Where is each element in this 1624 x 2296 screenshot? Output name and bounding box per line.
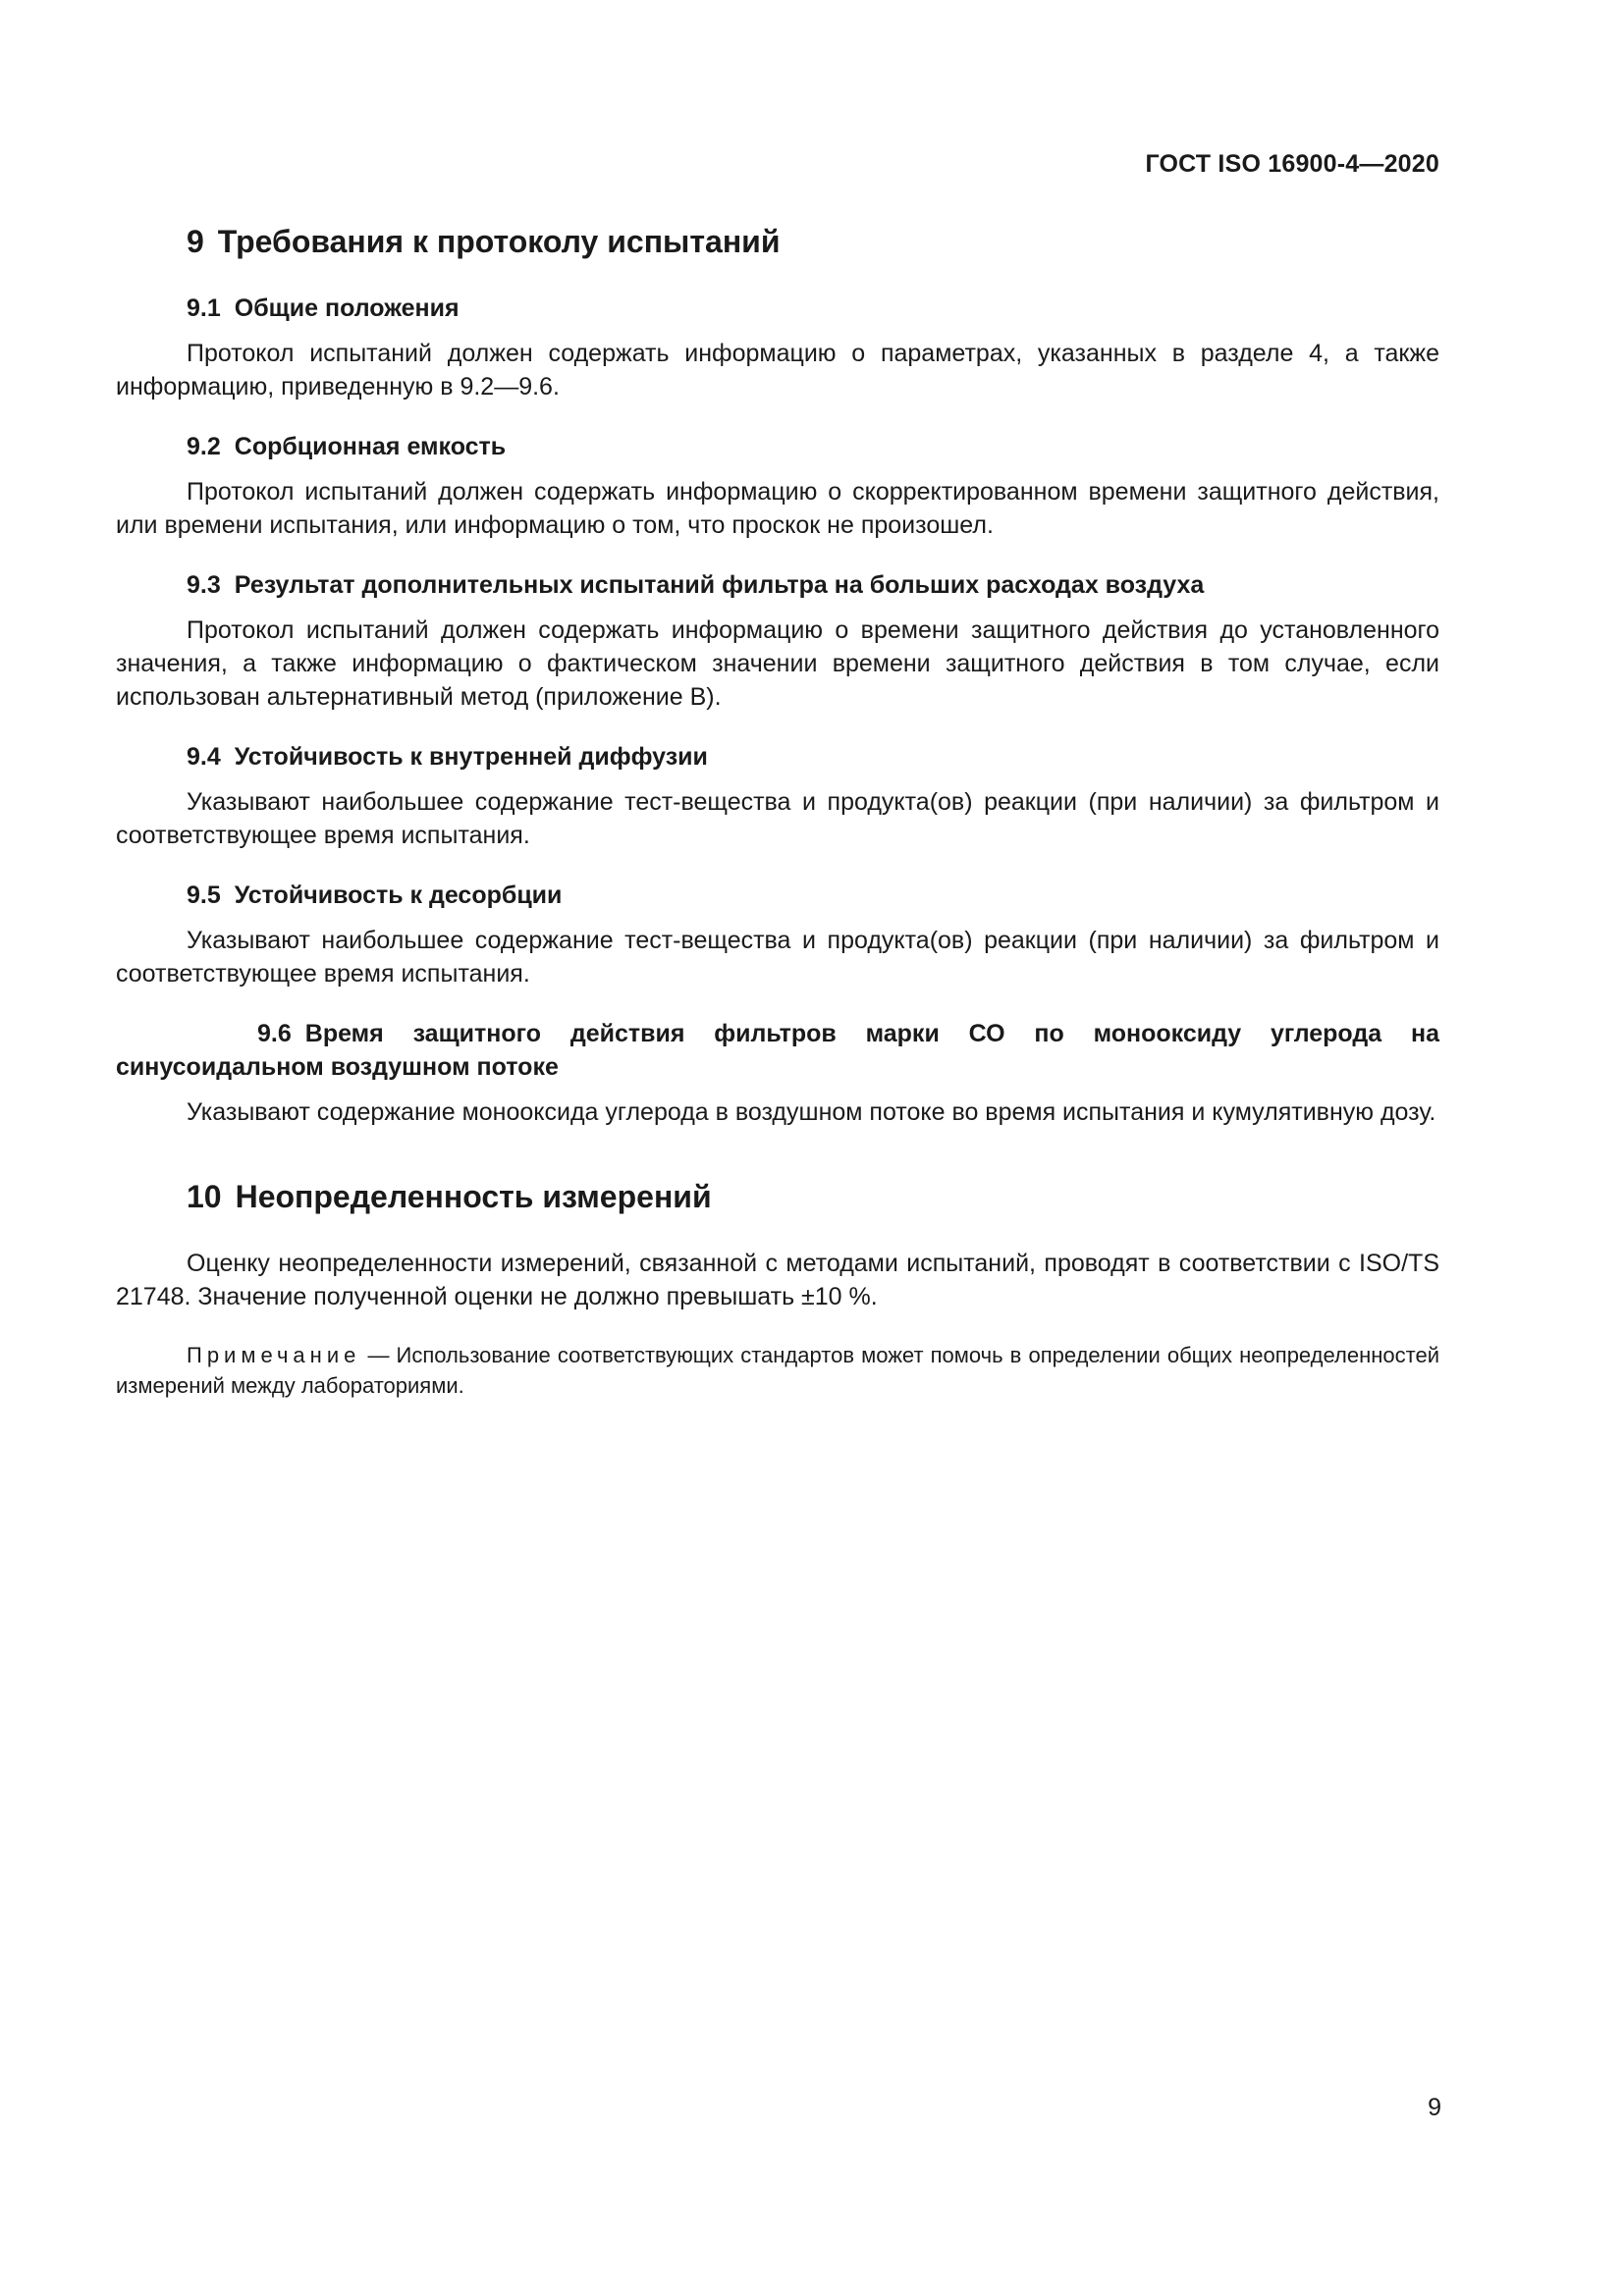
subsection-9-5-title: [187, 879, 1439, 912]
subsection-9-3-text: Протокол испытаний должен содержать информацию о времени защитного действия до установленного значения, а также информацию о фактическом значении времени защитного действия в том случае, если использован альтернативный метод (приложение В).: [116, 616, 1439, 711]
subsection-9-5-title-text: Устойчивость к десорбции: [234, 881, 563, 909]
subsection-9-3-number: 9.3: [187, 571, 221, 599]
subsection-9-6-text: Указывают содержание монооксида углерода в воздушном потоке во время испытания и кумулятивную дозу.: [187, 1098, 1436, 1126]
section-10-title-text: Неопределенность измерений: [235, 1179, 712, 1214]
subsection-9-5-number: 9.5: [187, 881, 221, 909]
subsection-9-2-title: [187, 430, 1439, 463]
page-number: 9: [1428, 2094, 1441, 2121]
subsection-9-3-title: [187, 568, 1439, 602]
subsection-9-2-text: Протокол испытаний должен содержать информацию о скорректированном времени защитного действия, или времени испытания, или информацию о том, что проскок не произошел.: [116, 478, 1439, 539]
subsection-9-6-title: [116, 1017, 1439, 1084]
section-9-number: 9: [187, 224, 204, 259]
subsection-9-4-text: Указывают наибольшее содержание тест-вещества и продукта(ов) реакции (при наличии) за фильтром и соответствующее время испытания.: [116, 788, 1439, 849]
note-label: Примечание: [187, 1343, 361, 1367]
subsection-9-1-title: [187, 292, 1439, 325]
subsection-9-1-text: Протокол испытаний должен содержать информацию о параметрах, указанных в разделе 4, а также информацию, приведенную в 9.2—9.6.: [116, 340, 1439, 400]
subsection-9-1-number: 9.1: [187, 294, 221, 322]
section-9-title: [187, 220, 1439, 263]
section-10-number: 10: [187, 1179, 222, 1214]
subsection-9-6-title-text: Время защитного действия фильтров марки СО по монооксиду углерода на синусоидальном воздушном потоке: [116, 1020, 1439, 1081]
subsection-9-3-title-text: Результат дополнительных испытаний фильтра на больших расходах воздуха: [234, 571, 1205, 599]
note-text: — Использование соответствующих стандартов может помочь в определении общих неопределенностей измерений между лабораториями.: [116, 1343, 1439, 1398]
standard-code-header: ГОСТ ISO 16900-4—2020: [1145, 150, 1439, 178]
subsection-9-5-text: Указывают наибольшее содержание тест-вещества и продукта(ов) реакции (при наличии) за фильтром и соответствующее время испытания.: [116, 927, 1439, 988]
subsection-9-1-title-text: Общие положения: [234, 294, 460, 322]
subsection-9-4-number: 9.4: [187, 743, 221, 771]
subsection-9-2-title-text: Сорбционная емкость: [234, 433, 507, 460]
section-9-title-text: Требования к протоколу испытаний: [217, 224, 781, 259]
subsection-9-4-title-text: Устойчивость к внутренней диффузии: [234, 743, 708, 771]
section-10-text: Оценку неопределенности измерений, связанной с методами испытаний, проводят в соответствии с ISO/TS 21748. Значение полученной оценки не должно превышать ±10 %.: [116, 1250, 1439, 1310]
subsection-9-6-number: 9.6: [257, 1020, 292, 1047]
section-10-title: [187, 1175, 1439, 1218]
page-content: [116, 220, 1439, 1401]
subsection-9-2-number: 9.2: [187, 433, 221, 460]
section-10-note: [116, 1340, 1439, 1401]
subsection-9-4-title: [187, 740, 1439, 774]
